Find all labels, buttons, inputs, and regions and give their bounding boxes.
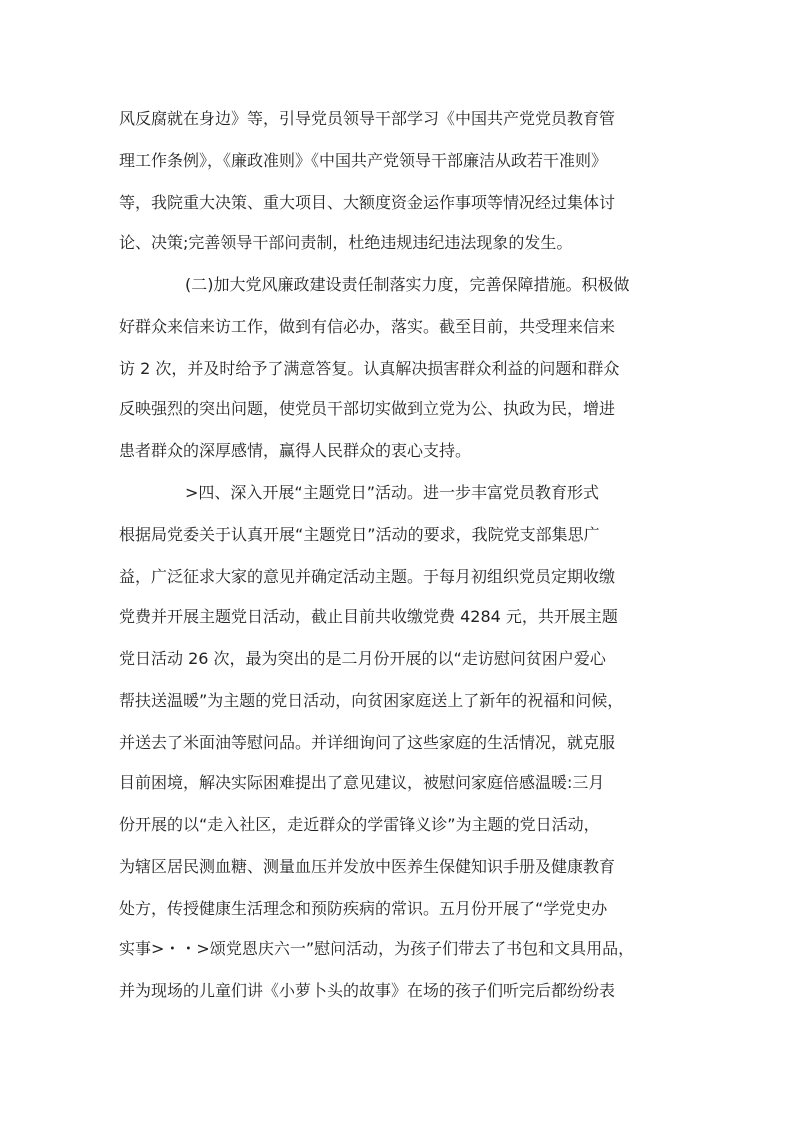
text-line: 好群众来信来访工作，做到有信必办，落实。截至目前，共受理来信来: [119, 317, 616, 336]
text-line: 份开展的以“走入社区，走近群众的学雷锋义诊”为主题的党日活动，: [119, 815, 600, 834]
text-line: 患者群众的深厚感情，赢得人民群众的衷心支持。: [119, 441, 472, 460]
text-line: 实事>・・>颂党恩庆六一”慰问活动，为孩子们带去了书包和文具用品，: [119, 939, 635, 958]
text-line: 访 2 次，并及时给予了满意答复。认真解决损害群众利益的问题和群众: [119, 359, 620, 378]
text-line: 并送去了米面油等慰问品。并详细询问了这些家庭的生活情况，就克服: [119, 733, 616, 752]
text-line: 风反腐就在身边》等，引导党员领导干部学习《中国共产党党员教育管: [119, 109, 616, 128]
text-line: 为辖区居民测血糖、测量血压并发放中医养生保健知识手册及健康教育: [119, 857, 616, 876]
text-line: 并为现场的儿童们讲《小萝卜头的故事》在场的孩子们听完后都纷纷表: [119, 981, 616, 1000]
text-line: 反映强烈的突出问题，使党员干部切实做到立党为公、执政为民，增进: [119, 399, 616, 418]
text-line: 等，我院重大决策、重大项目、大额度资金运作事项等情况经过集体讨: [119, 193, 616, 212]
paragraph-start-line: >四、深入开展“主题党日”活动。进一步丰富党员教育形式: [185, 483, 599, 502]
text-line: 根据局党委关于认真开展“主题党日”活动的要求，我院党支部集思广: [119, 525, 600, 544]
text-line: 处方，传授健康生活理念和预防疾病的常识。五月份开展了“学党史办: [119, 899, 608, 918]
text-line: 党费并开展主题党日活动，截止目前共收缴党费 4284 元，共开展主题: [119, 607, 618, 626]
text-line: 益，广泛征求大家的意见并确定活动主题。于每月初组织党员定期收缴: [119, 567, 616, 586]
text-line: 论、决策;完善领导干部问责制，杜绝违规违纪违法现象的发生。: [119, 233, 573, 252]
text-line: 理工作条例》，《廉政准则》《中国共产党领导干部廉洁从政若干准则》: [119, 151, 608, 170]
paragraph-start-line: (二)加大党风廉政建设责任制落实力度，完善保障措施。积极做: [185, 275, 630, 294]
text-line: 党日活动 26 次，最为突出的是二月份开展的以“走访慰问贫困户爱心: [119, 649, 606, 668]
text-line: 目前困境，解决实际困难提出了意见建议，被慰问家庭倍感温暖:三月: [119, 773, 605, 792]
text-line: 帮扶送温暖”为主题的党日活动，向贫困家庭送上了新年的祝福和问候，: [119, 691, 624, 710]
